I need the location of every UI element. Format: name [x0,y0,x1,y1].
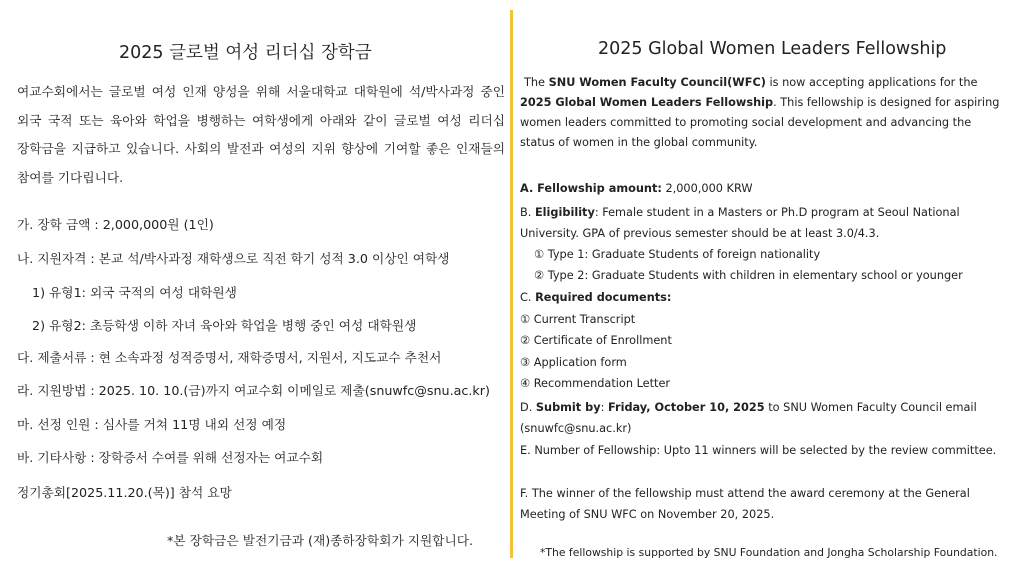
korean-item-selection: 마. 선정 인원 : 심사를 거쳐 11명 내외 선정 예정 [17,417,287,432]
korean-intro: 여교수회에서는 글로벌 여성 인재 양성을 위해 서울대학교 대학원에 석/박사과정 중인 외국 국적 또는 육아와 학업을 병행하는 여학생에게 아래와 같이 글로벌 여성 리더십 장학금을 지급하고 있습니다. 사회의 발전과 여성의 지위 향상에 기여할 좋은 인재들의 참여를 기다립니다. [17,84,505,185]
korean-item-type2: 2) 유형2: 초등학생 이하 자녀 육아와 학업을 병행 중인 여성 대학원생 [32,318,417,333]
fellowship-name: 2025 Global Women Leaders Fellowship [520,96,774,109]
english-item-submit: D. Submit by: Friday, October 10, 2025 to SNU Women Faculty Council email (snuwfc@snu.ac.kr) [520,401,977,435]
english-item-type2: ② Type 2: Graduate Students with children in elementary school or younger [534,269,963,282]
doc-item: ③ Application form [520,356,627,369]
english-title: 2025 Global Women Leaders Fellowship [598,39,947,59]
korean-item-documents: 다. 제출서류 : 현 소속과정 성적증명서, 재학증명서, 지원서, 지도교수 추천서 [17,350,442,365]
english-item-ceremony: F. The winner of the fellowship must attend the award ceremony at the General Meeting of SNU WFC on November 20, 2025. [520,487,970,521]
korean-item-etc-cont: 정기총회[2025.11.20.(목)] 참석 요망 [17,485,232,500]
doc-item: ② Certificate of Enrollment [520,334,672,347]
english-intro: The SNU Women Faculty Council(WFC) is now accepting applications for the 2025 Global Women Leaders Fellowship. This fellowship is designed for aspiring women leaders committed to promoting social development and advancing the status of women in the global community. [520,76,1000,149]
english-item-type1: ① Type 1: Graduate Students of foreign nationality [534,248,821,261]
korean-title: 2025 글로벌 여성 리더십 장학금 [119,43,372,63]
korean-footnote: *본 장학금은 발전기금과 (재)종하장학회가 지원합니다. [167,533,474,548]
english-item-eligibility: B. Eligibility: Female student in a Masters or Ph.D program at Seoul National University. GPA of previous semester should be at least 3.0/4.3. [520,206,960,240]
korean-item-etc: 바. 기타사항 : 장학증서 수여를 위해 선정자는 여교수회 [17,450,324,465]
org-name: SNU Women Faculty Council(WFC) [548,76,766,89]
english-item-amount: A. Fellowship amount: 2,000,000 KRW [520,182,753,195]
korean-item-type1: 1) 유형1: 외국 국적의 여성 대학원생 [32,285,237,300]
english-item-documents: C. Required documents: [520,291,672,304]
doc-item: ① Current Transcript [520,313,636,326]
korean-item-amount: 가. 장학 금액 : 2,000,000원 (1인) [17,217,214,232]
english-item-number: E. Number of Fellowship: Upto 11 winners will be selected by the review committee. [520,444,997,457]
english-footnote: *The fellowship is supported by SNU Foundation and Jongha Scholarship Foundation. [540,546,998,559]
korean-item-method: 라. 지원방법 : 2025. 10. 10.(금)까지 여교수회 이메일로 제출(snuwfc@snu.ac.kr) [17,383,490,398]
korean-item-eligibility: 나. 지원자격 : 본교 석/박사과정 재학생으로 직전 학기 성적 3.0 이상인 여학생 [17,251,450,266]
doc-item: ④ Recommendation Letter [520,377,671,390]
column-divider [510,10,513,558]
